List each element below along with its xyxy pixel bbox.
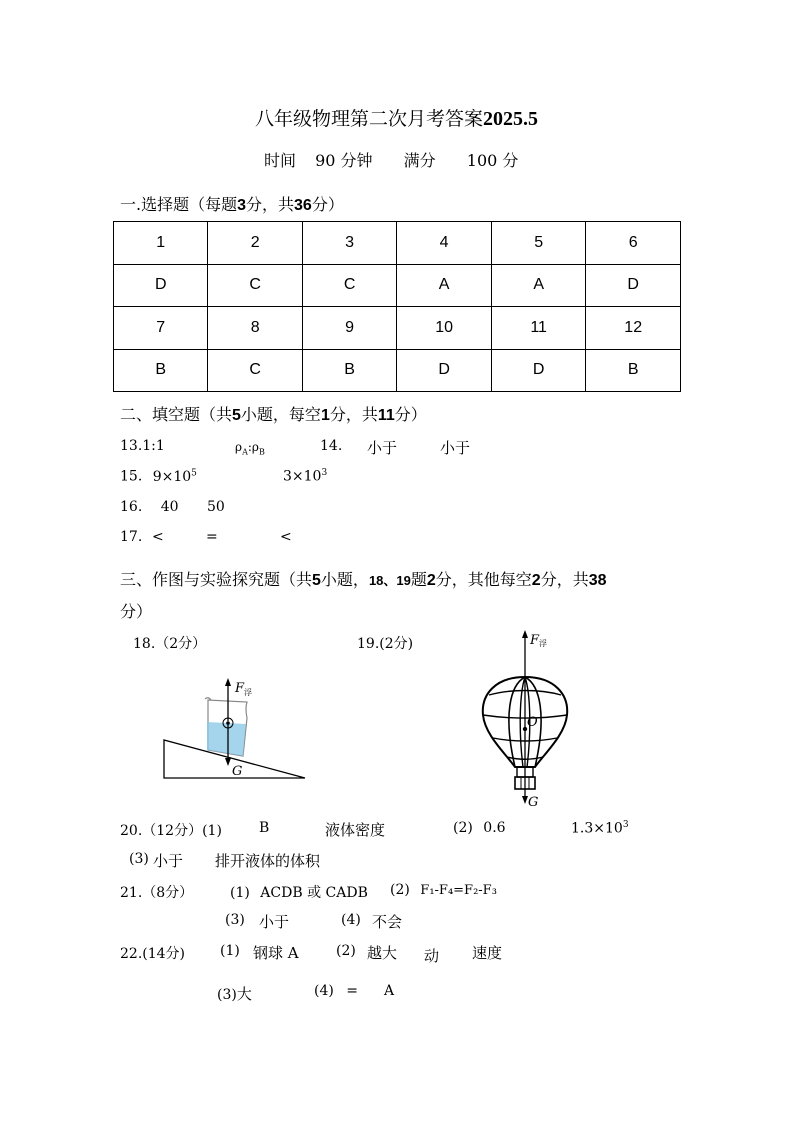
q15-b-base: 3×10 [283, 468, 322, 485]
q19-force-up-label: F [530, 633, 540, 648]
table-cell: 12 [586, 307, 681, 350]
section-3-heading [120, 567, 607, 590]
time-value: 90 分钟 [315, 151, 373, 170]
rho-sub-a: A [242, 447, 248, 457]
section-3-p4: 分，其他每空 [435, 570, 532, 589]
q17-answer-3: < [280, 529, 292, 545]
section-2-total: 11 [377, 407, 395, 424]
answer-13 [120, 438, 165, 454]
q17-answer-2: = [206, 529, 218, 545]
q18-force-up-sub: 浮 [244, 688, 252, 697]
table-row [114, 349, 681, 392]
buoyancy-arrowhead [522, 630, 528, 638]
q16-number: 16. [120, 499, 143, 515]
section-1-mid: 分，共 [246, 195, 295, 214]
section-3-count: 5 [312, 572, 321, 589]
q18-diagram [155, 672, 315, 784]
table-cell: 1 [114, 222, 208, 265]
section-1-heading [120, 192, 344, 215]
q19-center-label: O [527, 715, 538, 730]
q22-part-3-label: (3) [217, 987, 237, 1003]
q13-number: 13. [120, 438, 143, 454]
q20-answer-1: B [259, 820, 270, 836]
q17-answer-1: < [152, 529, 164, 545]
exam-info [264, 148, 518, 171]
q20-answer-5: 小于 [153, 852, 184, 870]
table-cell: 5 [491, 222, 586, 265]
q22-part-3 [217, 983, 252, 1004]
q22-answer-3: 动 [424, 947, 440, 965]
answer-17 [120, 529, 142, 545]
table-cell: B [302, 349, 396, 392]
table-cell: 8 [208, 307, 302, 350]
q22-answer-4: 速度 [472, 944, 503, 962]
q21-part-4-label: (4) [341, 912, 361, 928]
q21-part-1 [230, 882, 368, 902]
table-row [114, 307, 681, 350]
q22-answer-1: 钢球 A [253, 944, 299, 962]
table-cell: C [302, 264, 396, 307]
q20-label: 20.（12分）(1) [120, 823, 222, 839]
section-3-each: 2 [531, 572, 541, 589]
title-year: 2025.5 [483, 108, 538, 130]
table-cell: A [491, 264, 586, 307]
section-2-each: 1 [320, 407, 330, 424]
table-cell: D [114, 264, 208, 307]
q22-answer-7: A [384, 983, 395, 999]
q20-answer-6: 排开液体的体积 [215, 852, 321, 870]
section-1-total: 36 [294, 197, 312, 214]
table-row [114, 264, 681, 307]
q16-answer-2: 50 [207, 499, 225, 515]
q20-answer-2: 液体密度 [325, 821, 386, 839]
q14-answer-1: 小于 [367, 439, 398, 457]
q19-force-up-sub: 浮 [539, 639, 547, 648]
section-3-p5: 分，共 [540, 570, 589, 589]
q13-answer-ratio: 1:1 [142, 438, 165, 454]
q21-answer-3: 小于 [259, 913, 290, 931]
table-cell: 10 [397, 307, 492, 350]
buoyancy-arrowhead [225, 678, 231, 686]
q20-a4-base: 1.3×10 [571, 820, 623, 837]
q21-answer-4: 不会 [372, 913, 403, 931]
rho-symbol: ρ [235, 440, 243, 454]
q18-force-up-label: F [235, 681, 245, 696]
table-cell: 9 [302, 307, 396, 350]
ratio-colon: : [247, 440, 252, 454]
table-cell: D [491, 349, 586, 392]
table-row [114, 222, 681, 265]
table-cell: B [114, 349, 208, 392]
section-3-questions: 18、19 [368, 573, 411, 588]
q20-answer-4 [571, 820, 629, 837]
q21-label: 21.（8分） [120, 885, 194, 901]
q21-part-3 [225, 912, 245, 928]
q20-answer-3: 0.6 [483, 820, 506, 836]
q15-b-exp: 3 [321, 468, 328, 478]
q15-a-base: 9×10 [152, 468, 192, 485]
table-cell: C [208, 264, 302, 307]
section-2-count: 5 [232, 407, 241, 424]
center-dot [226, 721, 230, 725]
section-3-total: 38 [588, 572, 607, 589]
q14-answer-2: 小于 [440, 439, 471, 457]
q22-answer-6: = [346, 983, 359, 999]
answer-16 [120, 499, 225, 515]
q19-gravity-label: G [528, 795, 539, 810]
table-cell: D [586, 264, 681, 307]
section-3-qpoints: 2 [426, 572, 436, 589]
q21-answer-2: F₁-F₄=F₂-F₃ [420, 883, 497, 898]
section-2-p1: 二、填空题（共 [120, 405, 233, 424]
q13-density-ratio [235, 440, 265, 456]
q20-part-2 [453, 820, 506, 836]
section-1-prefix: 一.选择题（每题 [120, 195, 238, 214]
section-1-points: 3 [237, 197, 246, 214]
gravity-arrowhead [225, 758, 231, 766]
section-1-suffix: 分） [311, 195, 344, 214]
q18-gravity-label: G [232, 764, 243, 779]
q20-part-2-label: (2) [453, 820, 473, 836]
section-3-p1: 三、作图与实验探究题（共 [120, 570, 313, 589]
q21-answer-1: ACDB 或 CADB [260, 885, 368, 901]
answer-table [113, 221, 681, 392]
q15-answer-1 [153, 469, 197, 485]
q21-part-4 [341, 912, 361, 928]
q19-label: 19.(2分) [357, 636, 414, 652]
q15-a-exp: 5 [191, 468, 197, 478]
q22-part-2 [336, 943, 356, 959]
section-2-p3: 分，共 [329, 405, 378, 424]
section-3-p2: 小题， [320, 570, 369, 589]
score-label: 满分 [403, 151, 436, 170]
q22-part-4-label: (4) [314, 983, 334, 999]
section-2-heading [120, 402, 427, 425]
rho-sub-b: B [258, 447, 265, 457]
q22-answer-2: 越大 [367, 944, 398, 962]
q20-part-3-label: (3) [129, 851, 149, 867]
q20-part-3 [129, 851, 149, 867]
q19-diagram [475, 625, 585, 810]
table-cell: 2 [208, 222, 302, 265]
table-cell: 7 [114, 307, 208, 350]
q21-part-2 [390, 882, 497, 898]
table-cell: A [397, 264, 492, 307]
q17-number: 17. [120, 529, 143, 545]
table-cell: 3 [302, 222, 396, 265]
rho-symbol: ρ [251, 440, 259, 454]
section-2-p2: 小题，每空 [240, 405, 321, 424]
table-cell: 11 [491, 307, 586, 350]
section-2-p4: 分） [394, 405, 427, 424]
score-value: 100 分 [466, 151, 519, 170]
table-cell: B [586, 349, 681, 392]
q22-label: 22.(14分) [120, 946, 186, 962]
time-label: 时间 [264, 151, 297, 170]
q21-part-3-label: (3) [225, 912, 245, 928]
q15-number: 15. [120, 468, 143, 485]
q16-answer-1: 40 [160, 499, 179, 515]
answer-15 [120, 468, 197, 485]
table-cell: 4 [397, 222, 492, 265]
section-3-heading-end: 分） [120, 602, 153, 621]
q20-a4-exp: 3 [622, 820, 629, 830]
q22-part-2-label: (2) [336, 943, 356, 959]
q21-part-2-label: (2) [390, 882, 410, 898]
q21-part-1-label: (1) [230, 885, 250, 901]
q22-part-1 [220, 943, 240, 959]
q18-label: 18.（2分） [133, 636, 207, 652]
table-cell: C [208, 349, 302, 392]
q15-answer-2 [283, 468, 327, 485]
table-cell: D [397, 349, 492, 392]
beaker-icon [205, 698, 247, 756]
table-cell: 6 [586, 222, 681, 265]
q22-part-1-label: (1) [220, 943, 240, 959]
title-text: 八年级物理第二次月考答案 [254, 108, 483, 130]
q22-answer-5: 大 [236, 985, 252, 1003]
q14-number: 14. [320, 438, 343, 454]
section-3-p3: 题 [410, 570, 427, 589]
q22-part-4 [314, 983, 358, 999]
page-title [0, 104, 793, 131]
